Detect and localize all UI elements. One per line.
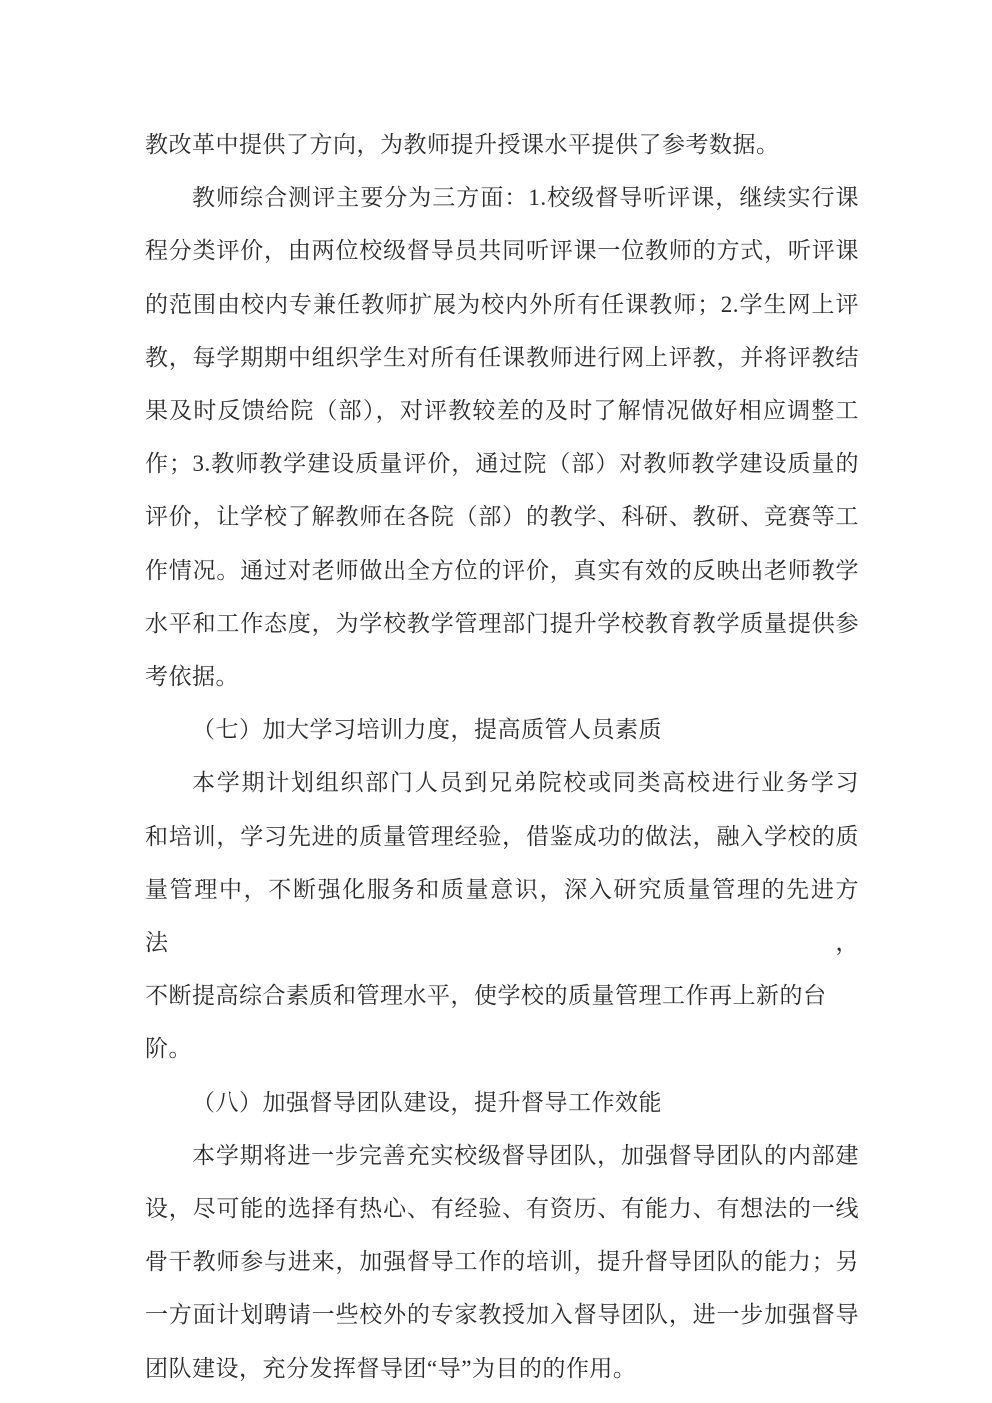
text-line: （七）加大学习培训力度，提高质管人员素质 [192,717,662,743]
text-line: 果及时反馈给院（部），对评教较差的及时了解情况做好相应调整工 [145,398,859,424]
text-line: 教改革中提供了方向，为教师提升授课水平提供了参考数据。 [145,132,780,157]
text-line: 设，尽可能的选择有热心、有经验、有资历、有能力、有想法的一线 [145,1196,859,1222]
heading-section-seven [145,703,859,756]
text-line: 和培训，学习先进的质量管理经验，借鉴成功的做法，融入学校的质 [145,823,859,849]
text-line: 考依据。 [145,664,239,690]
document-text-block [145,118,859,1395]
paragraph-continuation [145,118,859,171]
text-line: 作情况。通过对老师做出全方位的评价，真实有效的反映出老师教学 [145,557,859,583]
text-line: 团队建设，充分发挥督导团“导”为目的的作用。 [145,1355,637,1381]
text-line: 骨干教师参与进来，加强督导工作的培训，提升督导团队的能力；另 [145,1249,859,1275]
paragraph-supervision-team [145,1129,859,1395]
text-line: 水平和工作态度，为学校教学管理部门提升学校教育教学质量提供参 [145,610,859,636]
text-line: 本学期计划组织部门人员到兄弟院校或同类高校进行业务学习 [192,770,859,796]
text-line: 不断提高综合素质和管理水平，使学校的质量管理工作再上新的台阶。 [145,983,827,1062]
heading-section-eight [145,1076,859,1129]
text-line: （八）加强督导团队建设，提升督导工作效能 [192,1089,662,1115]
text-line: 教，每学期期中组织学生对所有任课教师进行网上评教，并将评教结 [145,344,859,370]
text-line: 教师综合测评主要分为三方面：1.校级督导听评课，继续实行课 [192,185,859,211]
text-line: 的范围由校内专兼任教师扩展为校内外所有任课教师；2.学生网上评 [145,291,859,317]
text-line: 作；3.教师教学建设质量评价，通过院（部）对教师教学建设质量的 [145,451,859,477]
text-line: 评价，让学校了解教师在各院（部）的教学、科研、教研、竞赛等工 [145,504,859,530]
paragraph-study-training [145,756,859,1075]
text-line: 量管理中，不断强化服务和质量意识，深入研究质量管理的先进方法， [145,876,859,956]
text-line: 本学期将进一步完善充实校级督导团队，加强督导团队的内部建 [192,1142,859,1168]
text-line: 程分类评价，由两位校级督导员共同听评课一位教师的方式，听评课 [145,238,859,264]
paragraph-teacher-comprehensive-evaluation [145,171,859,703]
text-line: 一方面计划聘请一些校外的专家教授加入督导团队，进一步加强督导 [145,1302,859,1328]
